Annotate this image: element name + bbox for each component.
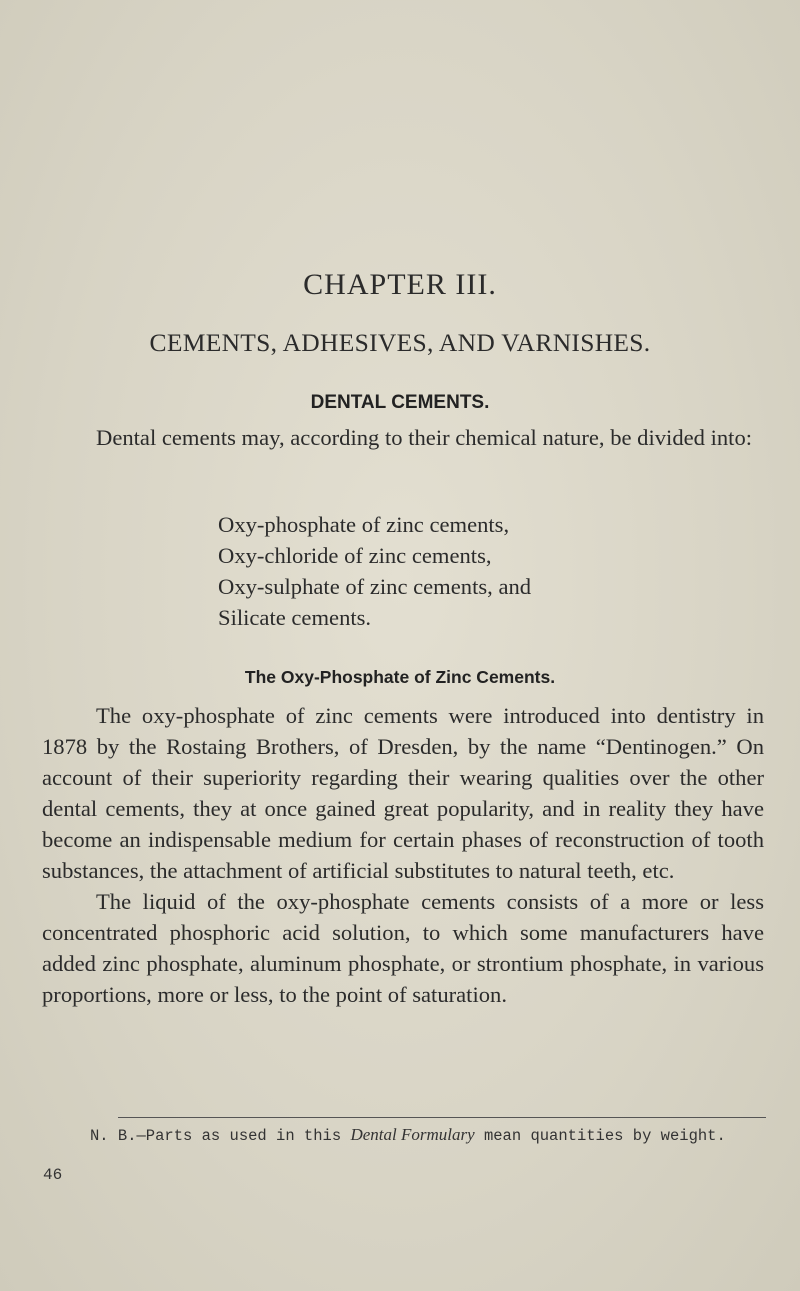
chapter-title: CHAPTER III. [303,268,497,301]
list-item: Silicate cements. [218,605,372,630]
list-item: Oxy-chloride of zinc cements, [218,543,492,568]
subsection-heading: The Oxy-Phosphate of Zinc Cements. [244,667,556,687]
cement-type-list [218,509,531,633]
footnote-prefix: N. B.—Parts as used in this [90,1127,351,1145]
chapter-subtitle: CEMENTS, ADHESIVES, AND VARNISHES. [149,328,651,357]
list-item: Oxy-phosphate of zinc cements, [218,512,510,537]
page-number: 46 [43,1166,63,1184]
body-paragraph: The oxy-phosphate of zinc cements were introduced into dentistry in 1878 by the Rostaing Brothers, of Dresden, by the name “Dentinogen.” On account of their superiority regarding their wearing qualities over the other dental cements, they at once gained great popularity, and in reality they have become an indispensable medium for certain phases of reconstruction of tooth substances, the attachment of artificial substitutes to natural teeth, etc. [42,703,764,883]
footnote-italic-title: Dental Formulary [350,1125,475,1144]
footnote-divider [118,1117,766,1118]
footnote [42,1124,764,1147]
body-paragraph: The liquid of the oxy-phosphate cements consists of a more or less concentrated phosphoric acid solution, to which some manufacturers have added zinc phosphate, aluminum phosphate, or strontium phosphate, in various proportions, more or less, to the point of saturation. [42,889,764,1007]
body-text [42,700,764,1010]
intro-text: Dental cements may, according to their chemical nature, be divided into: [96,425,753,450]
section-heading: DENTAL CEMENTS. [310,392,490,413]
intro-paragraph [42,422,764,453]
footnote-suffix: mean quantities by weight. [474,1127,726,1145]
list-item: Oxy-sulphate of zinc cements, and [218,574,532,599]
